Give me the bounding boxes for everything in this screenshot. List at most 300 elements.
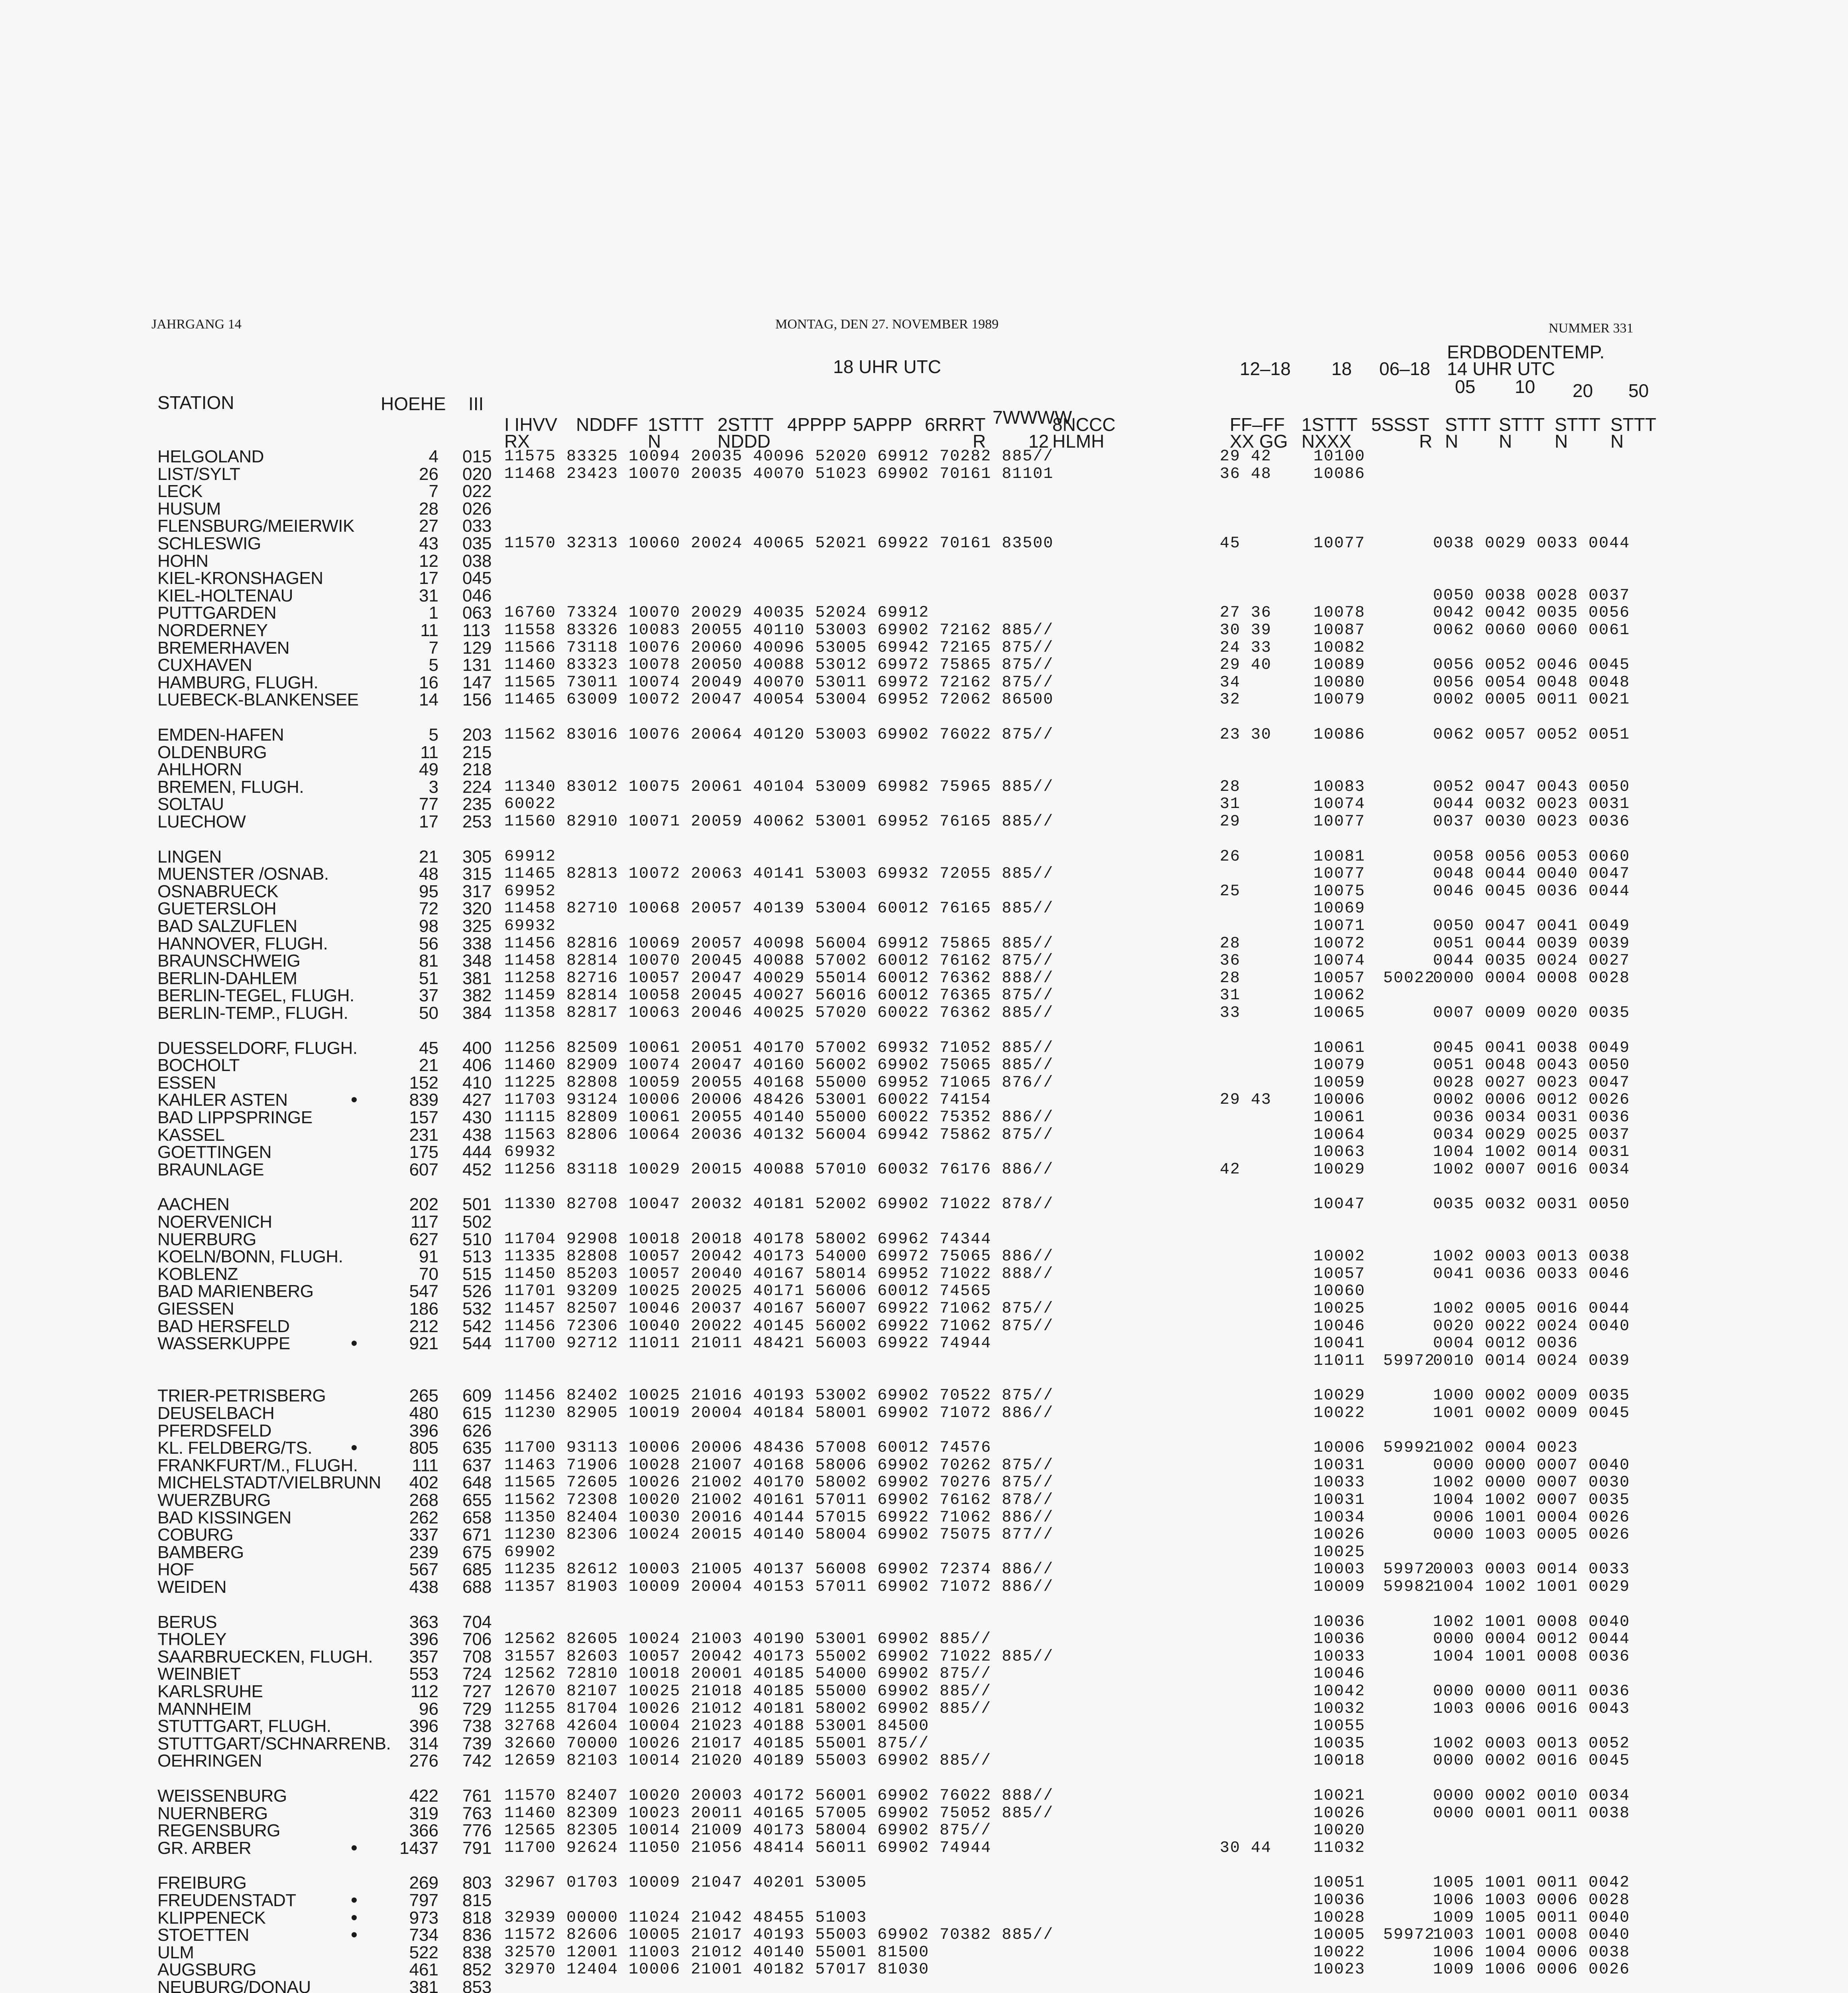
col-heading-c16a: STTT [1610, 414, 1656, 435]
table-row [0, 970, 1848, 987]
station-height: 567 [409, 1560, 438, 1580]
synop-18utc-groups: 11456 82402 10025 21016 40193 53002 69902 70522 875// [504, 1387, 1054, 1405]
soil-temperatures: 0034 0029 0025 0037 [1433, 1126, 1630, 1144]
station-height: 157 [409, 1108, 438, 1127]
station-number: 739 [462, 1734, 492, 1753]
wind-gust-12-18: 33 [1220, 1004, 1241, 1022]
station-name: FREIBURG [157, 1873, 247, 1893]
station-height: 12 [419, 551, 438, 571]
synop-18utc-groups: 11340 83012 10075 20061 40104 53009 69982 75965 885// [504, 778, 1054, 796]
station-name: FLENSBURG/MEIERWIK [157, 516, 354, 536]
soil-temperatures: 1004 1002 0014 0031 [1433, 1143, 1630, 1162]
table-row [0, 1561, 1848, 1578]
soil-temperatures: 0003 0003 0014 0033 [1433, 1561, 1630, 1579]
station-height: 357 [409, 1647, 438, 1667]
col-heading-c9b: HLMH [1052, 431, 1105, 452]
station-number: 742 [462, 1751, 492, 1771]
soil-temperatures: 0044 0035 0024 0027 [1433, 952, 1630, 970]
col-heading-c15b: N [1555, 431, 1568, 452]
soil-temperatures: 0062 0060 0060 0061 [1433, 621, 1630, 639]
synop-18utc-groups: 11703 93124 10006 20006 48426 53001 60022 74154 [504, 1091, 992, 1109]
wind-gust-12-18: 34 [1220, 673, 1241, 692]
station-height: 21 [419, 847, 438, 867]
station-height: 81 [419, 951, 438, 971]
station-number: 685 [462, 1560, 492, 1580]
station-number: 381 [462, 968, 492, 988]
station-height: 112 [410, 1682, 438, 1701]
soil-temperatures: 0000 0000 0011 0036 [1433, 1682, 1630, 1700]
station-name: SAARBRUECKEN, FLUGH. [157, 1647, 373, 1667]
table-row [0, 1979, 1848, 1993]
max-temp-group: 10032 [1313, 1700, 1366, 1718]
station-name: GR. ARBER [157, 1838, 252, 1858]
station-number: 658 [462, 1508, 492, 1527]
table-row [0, 622, 1848, 639]
station-number: 532 [462, 1299, 492, 1319]
synop-18utc-groups: 11456 82816 10069 20057 40098 56004 69912 75865 885// [504, 934, 1054, 953]
max-temp-group: 10006 [1313, 1091, 1366, 1109]
station-number: 038 [462, 551, 492, 571]
station-name: WEINBIET [157, 1664, 241, 1684]
station-height: 337 [409, 1525, 438, 1545]
station-number: 655 [462, 1490, 492, 1510]
table-row [0, 1318, 1848, 1335]
station-name: NUERNBERG [157, 1803, 268, 1823]
station-number: 046 [462, 586, 492, 605]
station-name: STUTTGART, FLUGH. [157, 1716, 331, 1736]
synop-18utc-groups: 69952 [504, 882, 556, 900]
station-name: HANNOVER, FLUGH. [157, 934, 328, 953]
max-temp-group: 10029 [1313, 1160, 1366, 1179]
soil-temperatures: 0044 0032 0023 0031 [1433, 795, 1630, 814]
station-number: 761 [462, 1786, 492, 1806]
soil-temperatures: 0000 0001 0011 0038 [1433, 1804, 1630, 1822]
col-heading-c15a: STTT [1555, 414, 1600, 435]
soil-temperatures: 0050 0038 0028 0037 [1433, 586, 1630, 605]
table-row [0, 535, 1848, 552]
max-temp-group: 10077 [1313, 813, 1366, 831]
station-name: HOF [157, 1560, 194, 1580]
station-number: 635 [462, 1438, 492, 1458]
synop-18utc-groups: 11115 82809 10061 20055 40140 55000 60022 75352 886// [504, 1109, 1054, 1126]
bergstation-marker: • [351, 1333, 358, 1354]
station-name: KARLSRUHE [157, 1682, 263, 1701]
col-heading-c4b: NDDD [718, 431, 771, 452]
station-number: 615 [462, 1403, 492, 1423]
station-number: 803 [462, 1873, 492, 1893]
station-height: 268 [409, 1490, 438, 1510]
station-name: PFERDSFELD [157, 1421, 271, 1441]
station-number: 015 [462, 447, 492, 466]
col-heading-c14b: N [1499, 431, 1512, 452]
synop-18utc-groups: 11357 81903 10009 20004 40153 57011 69902 71072 886// [504, 1578, 1054, 1596]
synop-18utc-groups: 11458 82710 10068 20057 40139 53004 60012 76165 885// [504, 900, 1054, 918]
station-name: BERLIN-TEGEL, FLUGH. [157, 986, 354, 1006]
synop-18utc-groups: 11456 72306 10040 20022 40145 56002 69922 71062 875// [504, 1317, 1054, 1335]
col-heading-c5a: 4PPPP [787, 414, 847, 435]
max-temp-group: 10060 [1313, 1282, 1366, 1301]
max-temp-group: 10051 [1313, 1874, 1366, 1892]
station-height: 117 [410, 1212, 438, 1232]
table-row [0, 466, 1848, 482]
soil-temperatures: 0056 0054 0048 0048 [1433, 673, 1630, 692]
station-number: 026 [462, 499, 492, 519]
station-number: 406 [462, 1055, 492, 1075]
table-row [0, 692, 1848, 708]
table-row [0, 1231, 1848, 1248]
soil-temperatures: 1001 0002 0009 0045 [1433, 1404, 1630, 1422]
station-height: 175 [409, 1142, 438, 1162]
station-name: LUEBECK-BLANKENSEE [157, 690, 359, 710]
wind-gust-12-18: 29 42 [1220, 448, 1272, 466]
max-temp-group: 10003 [1313, 1561, 1366, 1579]
station-number: 131 [462, 655, 492, 675]
station-name: MICHELSTADT/VIELBRUNN [157, 1473, 381, 1493]
soil-temperatures: 0062 0057 0052 0051 [1433, 726, 1630, 744]
synop-18utc-groups: 11358 82817 10063 20046 40025 57020 60022 76362 885// [504, 1004, 1054, 1022]
max-temp-group: 10083 [1313, 778, 1366, 796]
table-row [0, 1544, 1848, 1561]
synop-18utc-groups: 12562 72810 10018 20001 40185 54000 69902 875// [504, 1665, 992, 1683]
max-temp-group: 10079 [1313, 691, 1366, 709]
synop-18utc-groups: 11572 82606 10005 21017 40193 55003 69902 70382 885// [504, 1926, 1054, 1944]
station-name: BAD SALZUFLEN [157, 916, 297, 936]
soil-temperatures: 0051 0044 0039 0039 [1433, 934, 1630, 953]
station-height: 152 [409, 1073, 438, 1093]
table-row [0, 1666, 1848, 1682]
max-temp-group: 10009 [1313, 1578, 1366, 1596]
wind-gust-12-18: 26 [1220, 847, 1241, 866]
wind-gust-12-18: 45 [1220, 535, 1241, 552]
station-number: 815 [462, 1891, 492, 1910]
col-heading-c7a: 6RRRT [925, 414, 986, 435]
table-row [0, 1683, 1848, 1700]
soil-temperatures: 0000 1003 0005 0026 [1433, 1526, 1630, 1544]
station-name: EMDEN-HAFEN [157, 725, 284, 745]
station-name: LINGEN [157, 847, 222, 867]
table-row [0, 918, 1848, 934]
soil-temperatures: 1002 0005 0016 0044 [1433, 1300, 1630, 1318]
synop-18utc-groups: 11459 82814 10058 20045 40027 56016 60012 76365 875// [504, 987, 1054, 1005]
table-row [0, 1353, 1848, 1369]
station-number: 776 [462, 1821, 492, 1841]
max-temp-group: 10036 [1313, 1891, 1366, 1909]
synop-18utc-groups: 12670 82107 10025 21018 40185 55000 69902 885// [504, 1682, 992, 1700]
bergstation-marker: • [351, 1437, 358, 1459]
synop-18utc-groups: 11458 82814 10070 20045 40088 57002 60012 76162 875// [504, 952, 1054, 970]
station-height: 49 [419, 760, 438, 780]
station-number: 626 [462, 1421, 492, 1441]
station-name: GUETERSLOH [157, 899, 277, 919]
max-temp-group: 10041 [1313, 1335, 1366, 1353]
station-height: 627 [409, 1229, 438, 1249]
station-name: GOETTINGEN [157, 1142, 271, 1162]
depth-10: 10 [1515, 376, 1535, 397]
table-row [0, 1614, 1848, 1630]
soil-temperatures: 0002 0005 0011 0021 [1433, 691, 1630, 709]
station-name: KL. FELDBERG/TS. [157, 1438, 313, 1458]
station-height: 48 [419, 864, 438, 884]
station-height: 45 [419, 1038, 438, 1058]
station-height: 72 [419, 899, 438, 919]
station-height: 276 [409, 1751, 438, 1771]
synop-18utc-groups: 11570 82407 10020 20003 40172 56001 69902 76022 888// [504, 1787, 1054, 1805]
station-number: 400 [462, 1038, 492, 1058]
max-temp-group: 10033 [1313, 1647, 1366, 1666]
station-name: AHLHORN [157, 760, 242, 780]
station-name: BAD LIPPSPRINGE [157, 1108, 313, 1127]
sunshine-group: 59992 [1383, 1439, 1435, 1457]
station-number: 724 [462, 1664, 492, 1684]
station-name: NEUBURG/DONAU [157, 1977, 311, 1993]
soil-temperatures: 0052 0047 0043 0050 [1433, 778, 1630, 796]
soil-temperatures: 0056 0052 0046 0045 [1433, 656, 1630, 674]
station-number: 382 [462, 986, 492, 1006]
station-name: FRANKFURT/M., FLUGH. [157, 1455, 358, 1475]
station-height: 43 [419, 534, 438, 553]
station-name: MANNHEIM [157, 1699, 252, 1719]
station-name: BREMERHAVEN [157, 638, 290, 658]
table-row [0, 1127, 1848, 1143]
table-row [0, 588, 1848, 604]
bergstation-marker: • [351, 1924, 358, 1946]
soil-temperatures: 0036 0034 0031 0036 [1433, 1109, 1630, 1126]
soil-temperatures: 0002 0006 0012 0026 [1433, 1091, 1630, 1109]
soil-temperatures: 1002 1001 0008 0040 [1433, 1613, 1630, 1631]
sunshine-group: 59972 [1383, 1926, 1435, 1944]
station-number: 147 [462, 672, 492, 692]
station-number: 035 [462, 534, 492, 553]
table-row [0, 1457, 1848, 1474]
station-name: BAD KISSINGEN [157, 1508, 291, 1527]
max-temp-group: 10063 [1313, 1143, 1366, 1162]
station-name: FREUDENSTADT [157, 1891, 296, 1910]
synop-18utc-groups: 32660 70000 10026 21017 40185 55001 875// [504, 1734, 930, 1753]
station-number: 609 [462, 1386, 492, 1406]
col-heading-c1a: I IHVV [504, 414, 557, 435]
station-number: 020 [462, 464, 492, 484]
synop-18utc-groups: 32768 42604 10004 21023 40188 53001 84500 [504, 1717, 930, 1736]
max-temp-group: 10075 [1313, 882, 1366, 900]
max-temp-group: 10089 [1313, 656, 1366, 674]
station-height: 27 [419, 516, 438, 536]
soil-temperatures: 0050 0047 0041 0049 [1433, 917, 1630, 935]
depth-50: 50 [1628, 380, 1649, 401]
synop-18utc-groups: 11560 82910 10071 20059 40062 53001 69952 76165 885// [504, 813, 1054, 831]
max-temp-group: 11032 [1313, 1839, 1366, 1857]
station-name: BREMEN, FLUGH. [157, 777, 304, 797]
max-temp-group: 10077 [1313, 535, 1366, 552]
station-number: 763 [462, 1803, 492, 1823]
synop-18utc-groups: 11700 92624 11050 21056 48414 56011 69902 74944 [504, 1839, 992, 1857]
station-height: 31 [419, 586, 438, 605]
max-temp-group: 10046 [1313, 1665, 1366, 1683]
station-name: AUGSBURG [157, 1960, 256, 1980]
station-number: 729 [462, 1699, 492, 1719]
station-height: 381 [409, 1977, 438, 1993]
station-height: 91 [419, 1247, 438, 1267]
max-temp-group: 10005 [1313, 1926, 1366, 1944]
station-height: 265 [409, 1386, 438, 1406]
table-row [0, 761, 1848, 778]
max-temp-group: 10057 [1313, 969, 1366, 987]
station-number: 836 [462, 1925, 492, 1945]
soil-temperatures: 0000 0002 0016 0045 [1433, 1752, 1630, 1770]
iii-heading: III [468, 393, 484, 414]
sunshine-group: 50022 [1383, 969, 1435, 987]
table-row [0, 727, 1848, 743]
station-number: 384 [462, 1003, 492, 1023]
depth-05: 05 [1455, 376, 1476, 397]
station-name: DEUSELBACH [157, 1403, 275, 1423]
station-name: STUTTGART/SCHNARRENB. [157, 1734, 391, 1753]
soil-temperatures: 0006 1001 0004 0026 [1433, 1508, 1630, 1527]
soil-temperatures: 1006 1003 0006 0028 [1433, 1891, 1630, 1909]
soil-temperatures: 1003 0006 0016 0043 [1433, 1700, 1630, 1718]
station-height: 231 [409, 1125, 438, 1145]
max-temp-group: 10086 [1313, 726, 1366, 744]
station-name: PUTTGARDEN [157, 603, 277, 623]
table-row [0, 1075, 1848, 1091]
synop-18utc-groups: 11562 83016 10076 20064 40120 53003 69902 76022 875// [504, 726, 1054, 744]
station-number: 203 [462, 725, 492, 745]
synop-18utc-groups: 11704 92908 10018 20018 40178 58002 69962 74344 [504, 1230, 992, 1248]
table-row [0, 605, 1848, 621]
soil-temperatures: 0000 0004 0012 0044 [1433, 1630, 1630, 1649]
station-name: OLDENBURG [157, 742, 267, 762]
max-temp-group: 10059 [1313, 1073, 1366, 1092]
max-temp-group: 10055 [1313, 1717, 1366, 1736]
synop-18utc-groups: 11450 85203 10057 20040 40167 58014 69952 71022 888// [504, 1265, 1054, 1283]
synop-18utc-groups: 32570 12001 11003 21012 40140 55001 81500 [504, 1943, 930, 1962]
table-row [0, 936, 1848, 952]
station-number: 113 [462, 621, 491, 640]
synop-18utc-groups: 12562 82605 10024 21003 40190 53001 69902 885// [504, 1630, 992, 1649]
station-number: 045 [462, 568, 492, 588]
soil-temperatures: 0037 0030 0023 0036 [1433, 813, 1630, 831]
table-row [0, 1005, 1848, 1021]
table-row [0, 1248, 1848, 1265]
station-height: 3 [429, 777, 438, 797]
station-number: 706 [462, 1629, 492, 1649]
table-row [0, 883, 1848, 900]
synop-18utc-groups: 11558 83326 10083 20055 40110 53003 69902 72162 885// [504, 621, 1054, 639]
table-row [0, 1214, 1848, 1230]
table-row [0, 1437, 1848, 1459]
soil-temperatures: 0058 0056 0053 0060 [1433, 847, 1630, 866]
synop-18utc-groups: 11465 82813 10072 20063 40141 53003 69932 72055 885// [504, 865, 1054, 883]
table-row [0, 1266, 1848, 1282]
table-row [0, 448, 1848, 465]
station-name: HUSUM [157, 499, 221, 519]
synop-18utc-groups: 11335 82808 10057 20042 40173 54000 69972 75065 886// [504, 1248, 1054, 1266]
station-number: 648 [462, 1473, 492, 1493]
table-row [0, 483, 1848, 499]
max-temp-group: 10002 [1313, 1248, 1366, 1266]
station-name: WASSERKUPPE [157, 1334, 290, 1354]
station-name: AACHEN [157, 1195, 230, 1215]
wind-gust-12-18: 36 48 [1220, 465, 1272, 483]
wind-gust-12-18: 28 [1220, 934, 1241, 953]
station-height: 607 [409, 1160, 438, 1179]
station-name: KOELN/BONN, FLUGH. [157, 1247, 343, 1267]
station-height: 805 [409, 1438, 438, 1458]
table-row [0, 779, 1848, 795]
station-height: 319 [409, 1803, 438, 1823]
station-height: 14 [419, 690, 438, 710]
issue-number: NUMMER 331 [1549, 321, 1634, 336]
table-row [0, 744, 1848, 761]
max-temp-group: 10064 [1313, 1126, 1366, 1144]
table-row [0, 1753, 1848, 1769]
synop-18utc-groups: 32970 12404 10006 21001 40182 57017 81030 [504, 1961, 930, 1979]
synop-18utc-groups: 11563 82806 10064 20036 40132 56004 69942 75862 875// [504, 1126, 1054, 1144]
soil-temperatures: 1002 0000 0007 0030 [1433, 1474, 1630, 1492]
soil-temperatures: 1009 1005 0011 0040 [1433, 1908, 1630, 1927]
station-height: 96 [419, 1699, 438, 1719]
station-name: CUXHAVEN [157, 655, 252, 675]
station-number: 022 [462, 482, 492, 501]
station-number: 253 [462, 812, 492, 831]
station-name: HOHN [157, 551, 208, 571]
table-row [0, 866, 1848, 882]
max-temp-group: 10081 [1313, 847, 1366, 866]
table-row [0, 1649, 1848, 1665]
station-height: 5 [429, 725, 438, 745]
table-row [0, 1736, 1848, 1752]
station-height: 26 [419, 464, 438, 484]
soil-temperatures: 0010 0014 0024 0039 [1433, 1352, 1630, 1370]
table-row [0, 501, 1848, 517]
station-heading: STATION [157, 392, 234, 413]
station-number: 688 [462, 1577, 492, 1597]
synop-18utc-groups: 11700 92712 11011 21011 48421 56003 69922 74944 [504, 1335, 992, 1353]
station-number: 727 [462, 1682, 492, 1701]
station-height: 396 [409, 1716, 438, 1736]
col-heading-c11a: 1STTT [1301, 414, 1358, 435]
wind-gust-12-18: 29 40 [1220, 656, 1272, 674]
synop-18utc-groups: 11457 82507 10046 20037 40167 56007 69922 71062 875// [504, 1300, 1054, 1318]
soil-temperatures: 0038 0029 0033 0044 [1433, 535, 1630, 552]
station-number: 224 [462, 777, 492, 797]
station-height: 422 [409, 1786, 438, 1806]
station-height: 5 [429, 655, 438, 675]
station-number: 544 [462, 1334, 492, 1354]
soil-temperatures: 0000 0002 0010 0034 [1433, 1787, 1630, 1805]
station-height: 56 [419, 934, 438, 953]
max-temp-group: 10025 [1313, 1300, 1366, 1318]
station-number: 501 [462, 1195, 492, 1215]
soil-temperatures: 1002 0007 0016 0034 [1433, 1160, 1630, 1179]
utc18-heading: 18 UHR UTC [833, 356, 941, 377]
col-heading-c7b: R [973, 431, 986, 452]
station-number: 305 [462, 847, 492, 867]
station-name: BRAUNSCHWEIG [157, 951, 301, 971]
soil-temperatures: 1002 0004 0023 [1433, 1439, 1579, 1457]
station-name: COBURG [157, 1525, 234, 1545]
soil-temperatures: 1000 0002 0009 0035 [1433, 1387, 1630, 1405]
table-row [0, 1509, 1848, 1526]
max-temp-group: 10074 [1313, 952, 1366, 970]
soil-temperatures: 0020 0022 0024 0040 [1433, 1317, 1630, 1335]
station-name: HAMBURG, FLUGH. [157, 672, 318, 692]
max-temp-group: 10061 [1313, 1039, 1366, 1057]
station-name: STOETTEN [157, 1925, 249, 1945]
max-temp-group: 10086 [1313, 465, 1366, 483]
table-row [0, 553, 1848, 569]
synop-18utc-groups: 11463 71906 10028 21007 40168 58006 69902 70262 875// [504, 1456, 1054, 1474]
max-temp-group: 10035 [1313, 1734, 1366, 1753]
